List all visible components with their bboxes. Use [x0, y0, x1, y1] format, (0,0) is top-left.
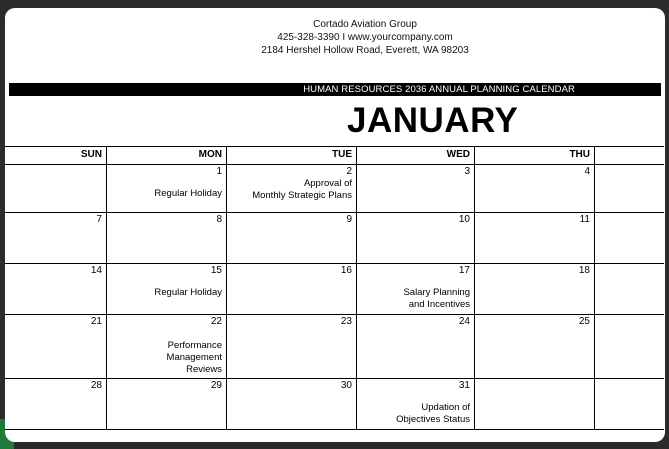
weekday-header-thu: THU [569, 149, 590, 160]
day-number: 28 [90, 380, 102, 391]
banner-title: HUMAN RESOURCES 2036 ANNUAL PLANNING CALENDAR [303, 84, 575, 95]
grid-line [594, 146, 595, 429]
day-cell[interactable] [106, 263, 226, 314]
calendar-event: Regular Holiday [154, 287, 222, 298]
weekday-header-tue: TUE [332, 149, 352, 160]
day-number: 16 [340, 265, 352, 276]
calendar-event: Regular Holiday [154, 188, 222, 199]
day-cell[interactable] [226, 164, 356, 212]
day-cell[interactable] [356, 378, 474, 429]
day-cell[interactable] [5, 263, 106, 314]
day-cell[interactable] [106, 314, 226, 378]
day-number: 25 [578, 316, 590, 327]
day-number: 18 [578, 265, 590, 276]
day-number: 17 [458, 265, 470, 276]
day-number: 4 [584, 166, 590, 177]
day-number: 21 [90, 316, 102, 327]
calendar-event: Approval of Monthly Strategic Plans [252, 178, 352, 201]
day-cell[interactable] [474, 263, 594, 314]
weekday-header-sun: SUN [80, 149, 102, 160]
day-cell[interactable] [474, 164, 594, 212]
grid-line [5, 429, 664, 430]
day-number: 9 [346, 214, 352, 225]
day-number: 15 [210, 265, 222, 276]
calendar-event: Salary Planning and Incentives [403, 287, 470, 310]
day-number: 22 [210, 316, 222, 327]
day-cell[interactable] [106, 164, 226, 212]
day-cell[interactable] [356, 164, 474, 212]
day-cell[interactable] [226, 378, 356, 429]
day-number: 11 [579, 214, 590, 225]
calendar-event: Updation of Objectives Status [396, 402, 470, 425]
day-number: 30 [340, 380, 352, 391]
day-number: 2 [346, 166, 352, 177]
day-number: 3 [464, 166, 470, 177]
day-cell[interactable] [5, 164, 106, 212]
day-cell[interactable] [474, 378, 594, 429]
day-cell[interactable] [5, 212, 106, 263]
day-cell[interactable] [226, 212, 356, 263]
weekday-header-wed: WED [446, 149, 470, 160]
day-cell[interactable] [106, 378, 226, 429]
month-title: JANUARY [347, 101, 519, 140]
company-contact: 425-328-3390 I www.yourcompany.com [277, 32, 453, 43]
calendar-sheet [5, 8, 665, 442]
day-cell[interactable] [5, 378, 106, 429]
day-cell[interactable] [226, 314, 356, 378]
day-number: 8 [216, 214, 222, 225]
grid-line [5, 146, 664, 147]
day-cell[interactable] [5, 314, 106, 378]
day-number: 23 [340, 316, 352, 327]
day-number: 31 [458, 380, 470, 391]
day-number: 24 [458, 316, 470, 327]
day-cell[interactable] [106, 212, 226, 263]
day-number: 10 [458, 214, 470, 225]
day-cell[interactable] [474, 212, 594, 263]
weekday-header-mon: MON [198, 149, 222, 160]
calendar-grid [5, 8, 665, 442]
day-number: 7 [96, 214, 102, 225]
calendar-event: Performance Management Reviews [166, 340, 222, 375]
day-number: 29 [210, 380, 222, 391]
company-address: 2184 Hershel Hollow Road, Everett, WA 98203 [261, 45, 469, 56]
day-cell[interactable] [356, 263, 474, 314]
day-cell[interactable] [474, 314, 594, 378]
day-cell[interactable] [226, 263, 356, 314]
day-cell[interactable] [356, 314, 474, 378]
company-name: Cortado Aviation Group [313, 19, 417, 30]
day-cell[interactable] [356, 212, 474, 263]
day-number: 1 [216, 166, 222, 177]
day-number: 14 [90, 265, 102, 276]
